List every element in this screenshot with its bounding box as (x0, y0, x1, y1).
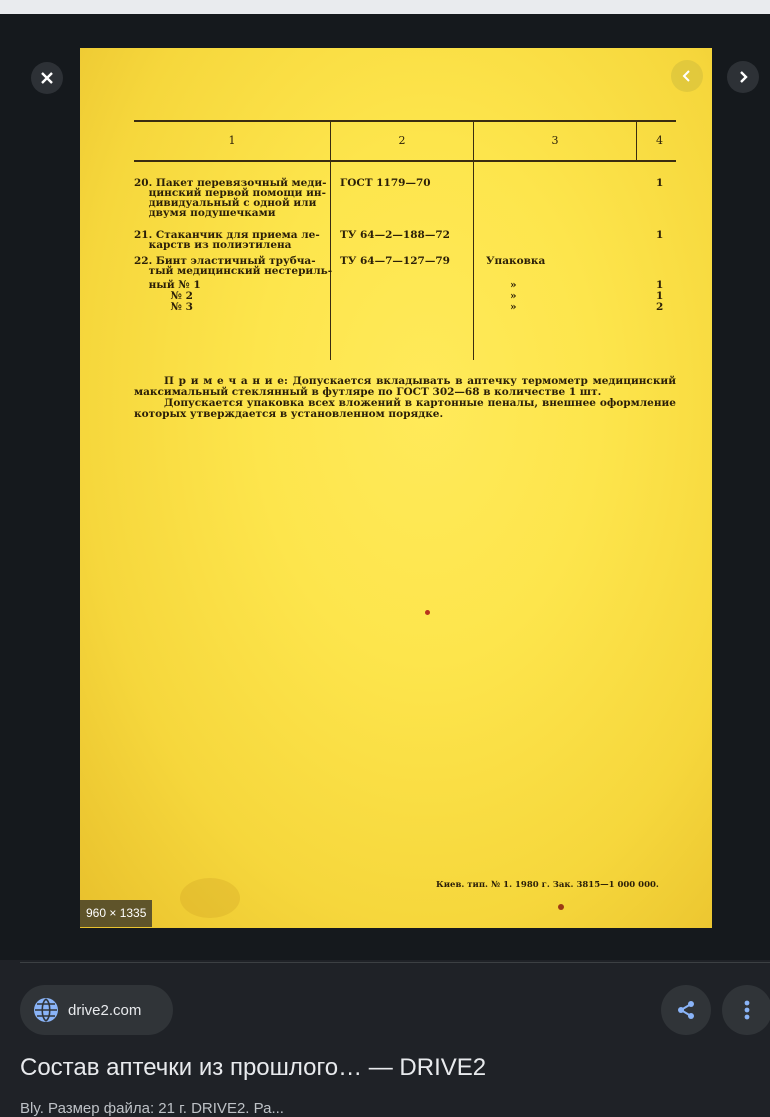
printer-imprint: Киев. тип. № 1. 1980 г. Зак. 3815—1 000 000. (436, 880, 659, 890)
row-21-name-line: карств из полиэтилена (134, 239, 292, 251)
note-paragraph: Допускается упаковка всех вложений в картонные пеналы, внешнее оформление которых утверждается в установленном порядке. (134, 397, 676, 420)
column-header-1: 1 (228, 134, 236, 147)
column-divider-2 (473, 120, 474, 360)
column-header-2: 2 (398, 134, 406, 147)
row-21-spec: ТУ 64—2—188—72 (340, 229, 450, 241)
row-22-name-line: № 3 (134, 301, 193, 313)
result-title[interactable]: Состав аптечки из прошлого… — DRIVE2 (20, 1054, 487, 1081)
section-divider (20, 962, 770, 963)
column-divider-1 (330, 120, 331, 360)
close-button[interactable] (31, 62, 63, 94)
globe-icon (33, 997, 59, 1023)
document-page (80, 48, 712, 928)
row-22-qty: 1 (656, 279, 664, 291)
row-20-qty: 1 (656, 177, 664, 189)
browser-top-strip (0, 0, 770, 14)
share-icon (675, 999, 697, 1021)
table-header-rule (134, 160, 676, 162)
row-20-spec: ГОСТ 1179—70 (340, 177, 431, 189)
row-20-name-line: двумя подушечками (134, 207, 276, 219)
row-22-qty: 1 (656, 290, 664, 302)
row-22-spec: ТУ 64—7—127—79 (340, 255, 450, 267)
row-22-ditto: » (510, 279, 517, 291)
more-options-button[interactable] (722, 985, 770, 1035)
share-button[interactable] (661, 985, 711, 1035)
row-20-name-line: дивидуальный с одной или (134, 197, 317, 209)
row-22-name-line: № 2 (134, 290, 193, 302)
row-20-name-line: 20. Пакет перевязочный меди- (134, 177, 327, 189)
row-21-qty: 1 (656, 229, 664, 241)
row-22-name-line: 22. Бинт эластичный трубча- (134, 255, 316, 267)
result-subtitle: Bly. Размер файла: 21 г. DRIVE2. Ра... (20, 1100, 284, 1117)
close-icon (40, 71, 54, 85)
previous-image-button[interactable] (671, 60, 703, 92)
paper-stain (558, 904, 564, 910)
row-22-packing: Упаковка (486, 255, 546, 267)
source-link[interactable] (20, 985, 173, 1035)
chevron-right-icon (735, 69, 751, 85)
more-vert-icon (743, 999, 751, 1021)
chevron-left-icon (679, 68, 695, 84)
row-22-qty: 2 (656, 301, 664, 313)
image-dimensions-badge: 960 × 1335 (80, 900, 152, 927)
column-header-4: 4 (656, 134, 663, 147)
table-top-rule (134, 120, 676, 122)
row-22-ditto: » (510, 301, 517, 313)
note-paragraph: П р и м е ч а н и е: Допускается вкладывать в аптечку термометр медицинский максимальный стеклянный в футляре по ГОСТ 302—68 в количестве 1 шт. (134, 375, 676, 398)
row-22-ditto: » (510, 290, 517, 302)
source-domain: drive2.com (68, 1001, 142, 1019)
paper-stain (425, 610, 430, 615)
document-image[interactable] (80, 48, 712, 928)
row-21-name-line: 21. Стаканчик для приема ле- (134, 229, 320, 241)
paper-stain (180, 878, 240, 918)
row-22-name-line: ный № 1 (134, 279, 201, 291)
next-image-button[interactable] (727, 61, 759, 93)
row-22-name-line: тый медицинский нестериль- (134, 265, 333, 277)
column-header-3: 3 (551, 134, 559, 147)
row-20-name-line: цинский первой помощи ин- (134, 187, 326, 199)
document-note (134, 376, 676, 420)
